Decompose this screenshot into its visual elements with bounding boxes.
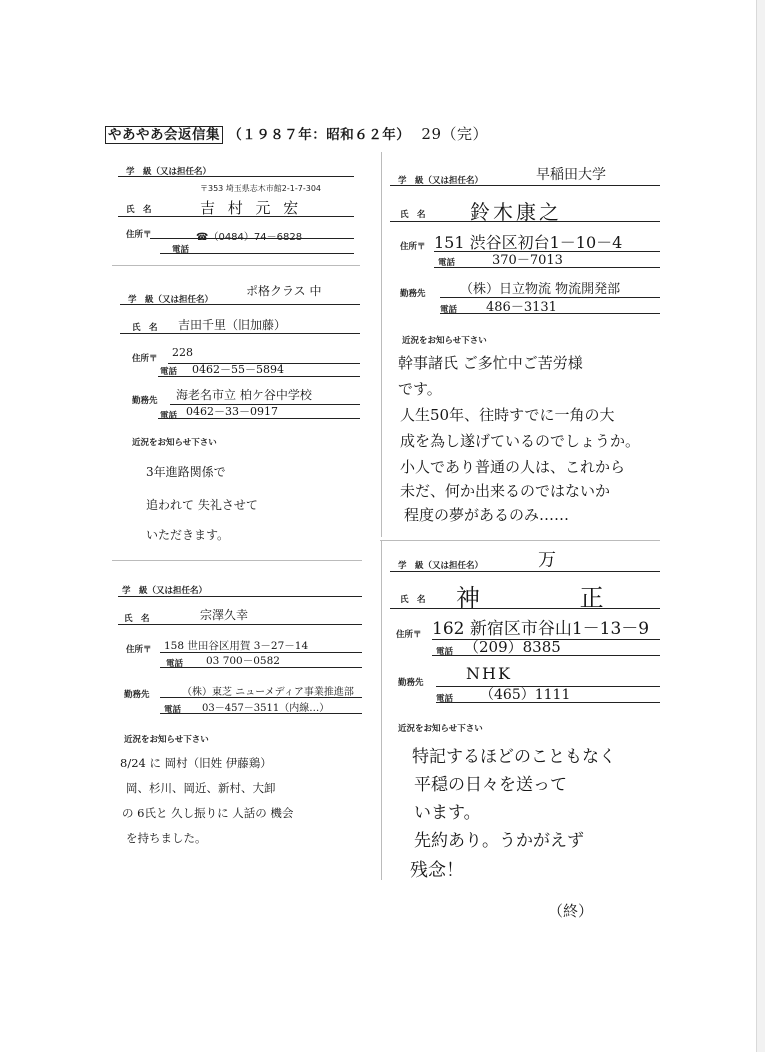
phone-label: 電話: [438, 258, 456, 268]
work-phone-label: 電話: [164, 705, 182, 715]
name-value: 鈴木康之: [470, 200, 562, 224]
card-edge: [112, 265, 360, 266]
school-value: 万: [538, 550, 556, 571]
rule: [434, 267, 660, 268]
name-label: 氏 名: [126, 205, 152, 215]
school-label: 学 級（又は担任名）: [128, 295, 214, 305]
rule: [390, 608, 660, 609]
rule: [432, 655, 660, 656]
rule: [436, 702, 660, 703]
rule: [390, 221, 660, 222]
name-value: 神 正: [456, 584, 650, 612]
work-phone-value: 03－457－3511（内線…）: [202, 703, 330, 714]
card-edge: [380, 540, 660, 541]
news-label: 近況をお知らせ下さい: [124, 735, 209, 745]
rule: [390, 185, 660, 186]
work-value: 海老名市立 柏ケ谷中学校: [176, 388, 312, 402]
school-label: 学 級（又は担任名）: [398, 176, 484, 186]
work-phone-value: 486－3131: [486, 300, 557, 315]
rule: [150, 238, 354, 239]
address-value: 151 渋谷区初台1－10－4: [434, 233, 623, 252]
school-label: 学 級（又は担任名）: [398, 561, 484, 571]
work-phone-label: 電話: [160, 411, 178, 421]
card-edge: [381, 540, 382, 880]
news-line: 特記するほどのこともなく: [412, 747, 616, 767]
news-line: います。: [414, 803, 481, 823]
address-value: 158 世田谷区用賀 3－27－14: [164, 640, 309, 652]
work-phone-value: （465）1111: [480, 687, 571, 703]
news-line: を持ちました。: [126, 831, 207, 845]
rule: [390, 571, 660, 572]
card-edge: [112, 560, 362, 561]
address-label: 住所〒: [126, 645, 152, 655]
rule: [118, 176, 354, 177]
rule: [160, 253, 354, 254]
news-line: 追われて 失礼させて: [146, 498, 258, 512]
news-line: 幹事諸氏 ご多忙中ご苦労様: [398, 354, 583, 372]
news-line: 岡、杉川、岡近、新村、大卸: [126, 781, 276, 795]
address-label: 住所〒: [396, 630, 422, 640]
name-label: 氏 名: [124, 614, 150, 624]
news-label: 近況をお知らせ下さい: [398, 724, 483, 734]
work-label: 勤務先: [132, 396, 158, 406]
news-line: です。: [398, 380, 442, 398]
page-title: [105, 123, 488, 144]
phone-value: （209）8385: [464, 638, 561, 656]
name-label: 氏 名: [400, 595, 426, 605]
news-line: 3年進路関係で: [146, 465, 226, 479]
phone-value: 370－7013: [492, 253, 563, 268]
rule: [158, 376, 360, 377]
school-value: ポ格クラス 中: [246, 284, 322, 298]
name-value: 宗澤久幸: [200, 608, 249, 622]
news-line: 人生50年、往時すでに一角の大: [400, 406, 615, 424]
rule: [160, 667, 362, 668]
news-line: 成を為し遂げているのでしょうか。: [400, 432, 641, 450]
card-edge: [381, 152, 382, 537]
address-value: 228: [172, 346, 193, 359]
title-number: 29（完）: [421, 125, 488, 143]
work-phone-value: 0462－33－0917: [186, 405, 278, 418]
rule: [158, 418, 360, 419]
rule: [118, 624, 362, 625]
printed-address: 〒353 埼玉県志木市館2-1-7-304: [200, 184, 322, 193]
news-line: 小人であり普通の人は、これから: [400, 458, 626, 476]
rule: [120, 333, 360, 334]
rule: [118, 596, 362, 597]
news-line: 程度の夢があるのみ……: [404, 506, 570, 524]
news-line: いただきます。: [146, 528, 230, 542]
name-value: 吉田千里（旧加藤）: [178, 318, 287, 332]
news-line: の 6氏と 久し振りに 人話の 機会: [122, 806, 294, 820]
address-label: 住所〒: [132, 354, 158, 364]
name-label: 氏 名: [400, 210, 426, 220]
rule: [160, 713, 362, 714]
news-line: 8/24 に 岡村（旧姓 伊藤鶏）: [120, 756, 272, 770]
rule: [120, 304, 360, 305]
work-label: 勤務先: [124, 690, 150, 700]
name-value: 吉 村 元 宏: [200, 199, 303, 217]
rule: [160, 697, 362, 698]
news-line: 平穏の日々を送って: [414, 775, 567, 795]
page-edge: [756, 0, 765, 1052]
work-value: NHK: [466, 664, 512, 683]
phone-label: 電話: [172, 245, 190, 255]
rule: [440, 313, 660, 314]
rule: [118, 216, 354, 217]
news-line: 残念！: [410, 860, 464, 881]
work-value: （株）東芝 ニューメディア事業推進部: [182, 687, 354, 698]
news-line: 未だ、何か出来るのではないか: [400, 482, 611, 500]
title-year: （１９８７年：昭和６２年）: [228, 127, 411, 143]
work-value: （株）日立物流 物流開発部: [460, 282, 621, 297]
school-label: 学 級（又は担任名）: [122, 586, 208, 596]
news-label: 近況をお知らせ下さい: [132, 438, 217, 448]
end-mark: （終）: [548, 902, 594, 920]
work-phone-label: 電話: [436, 694, 454, 704]
address-label: 住所〒: [400, 242, 426, 252]
work-label: 勤務先: [398, 678, 424, 688]
phone-label: 電話: [436, 647, 454, 657]
news-label: 近況をお知らせ下さい: [402, 336, 487, 346]
phone-value: 0462－55－5894: [192, 363, 284, 376]
phone-value: ☎（0484）74－6828: [196, 232, 303, 243]
address-value: 162 新宿区市谷山1－13－9: [432, 619, 650, 639]
school-label: 学 級（又は担任名）: [126, 167, 212, 177]
work-label: 勤務先: [400, 289, 426, 299]
work-phone-label: 電話: [440, 305, 458, 315]
phone-label: 電話: [166, 659, 184, 669]
address-label: 住所〒: [126, 230, 152, 240]
phone-label: 電話: [160, 367, 178, 377]
phone-value: 03 700－0582: [206, 655, 280, 667]
news-line: 先約あり。うかがえず: [414, 831, 584, 851]
name-label: 氏 名: [132, 323, 158, 333]
school-value: 早稲田大学: [536, 167, 606, 183]
title-box: やあやあ会返信集: [105, 126, 223, 144]
